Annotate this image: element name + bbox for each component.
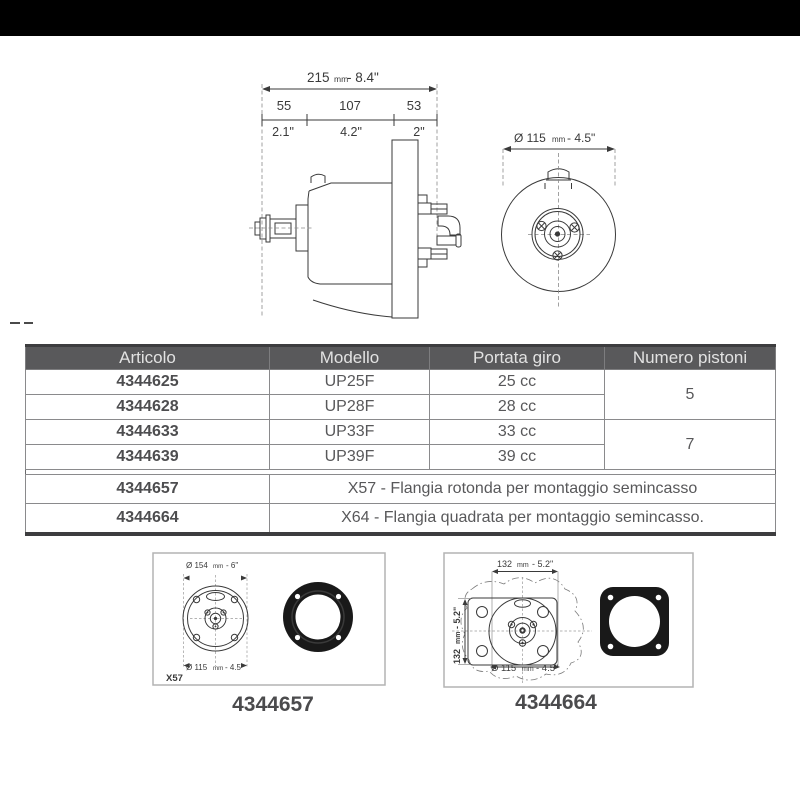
pump-body-outline: [308, 191, 392, 284]
square-width-mm: 132: [497, 559, 513, 569]
front-hub: [532, 209, 583, 260]
segment-2in-label: 2": [413, 125, 425, 139]
shaft-washer: [266, 215, 270, 242]
header-portata-giro: Portata giro: [430, 346, 605, 370]
cell-articolo: 4344664: [26, 504, 270, 535]
table-header-row: [26, 346, 776, 370]
round-outer-unit: mm: [213, 563, 224, 570]
square-inner-inch: - 4.5": [536, 663, 559, 674]
hydraulic-fittings: [418, 195, 461, 267]
pump-body-top: [309, 183, 392, 191]
cell-portata: 33 cc: [430, 420, 605, 445]
cell-articolo: 4344639: [26, 445, 270, 470]
helm-pump-front-view: [502, 131, 616, 308]
round-flange-caption: 4344657: [232, 693, 314, 716]
segment-107-label: 107: [339, 98, 361, 113]
square-flange-photo: [600, 587, 669, 656]
table-row-accessory: [26, 504, 776, 535]
round-outer-inch: - 6": [226, 561, 239, 570]
square-height-unit: mm: [455, 631, 462, 644]
cell-articolo: 4344657: [26, 475, 270, 504]
header-articolo: Articolo: [26, 346, 270, 370]
shaft-nut-2: [260, 218, 266, 239]
square-inner-mm: Ø 115: [491, 663, 517, 674]
flange-diagrams: [0, 540, 800, 730]
square-flange-box: [444, 553, 693, 714]
segment-53-label: 53: [406, 98, 422, 113]
table-row-accessory: [26, 475, 776, 504]
body-bottom-curve: [313, 300, 392, 317]
overall-inch-label: - 8.4": [347, 70, 379, 85]
top-technical-drawing: [0, 0, 800, 340]
pump-body-cap: [311, 174, 325, 183]
mounting-plate: [392, 140, 418, 318]
overall-unit-label: mm: [334, 74, 349, 84]
cell-articolo: 4344633: [26, 420, 270, 445]
round-inner-inch: - 4.5": [225, 663, 244, 672]
cell-pistoni-7: 7: [605, 420, 776, 470]
cell-modello: UP39F: [270, 445, 430, 470]
cell-pistoni-5: 5: [605, 370, 776, 420]
table-row: [26, 420, 776, 445]
cell-portata: 25 cc: [430, 370, 605, 395]
round-inner-mm: Ø 115: [186, 663, 208, 672]
cell-descrizione: X57 - Flangia rotonda per montaggio semincasso: [270, 475, 776, 504]
helm-pump-side-view: [249, 140, 461, 318]
round-flange-model: X57: [166, 673, 183, 684]
elbow-fitting: [438, 216, 460, 235]
round-outer-mm: Ø 154: [186, 561, 208, 570]
product-table: [25, 344, 776, 536]
shaft: [270, 219, 296, 238]
overall-mm-label: 215: [307, 70, 330, 85]
round-inner-unit: mm: [213, 665, 224, 672]
cell-modello: UP25F: [270, 370, 430, 395]
round-flange-photo: [283, 582, 353, 652]
cell-modello: UP28F: [270, 395, 430, 420]
cell-modello: UP33F: [270, 420, 430, 445]
front-diameter-mm: Ø 115: [514, 131, 546, 145]
square-height-inch: - 5.2": [452, 606, 462, 629]
front-diameter-unit: mm: [552, 135, 566, 144]
side-view-dimensions: [262, 70, 437, 318]
square-flange-caption: 4344664: [515, 691, 597, 714]
cell-portata: 28 cc: [430, 395, 605, 420]
square-inner-unit: mm: [522, 666, 534, 673]
segment-55-label: 55: [276, 98, 292, 113]
shaft-nut-1: [255, 222, 260, 235]
square-height-mm: 132: [452, 648, 462, 664]
cell-articolo: 4344628: [26, 395, 270, 420]
segment-21in-label: 2.1": [272, 125, 294, 139]
square-width-inch: - 5.2": [532, 559, 554, 569]
cell-portata: 39 cc: [430, 445, 605, 470]
shaft-keyway: [275, 223, 291, 234]
cell-descrizione: X64 - Flangia quadrata per montaggio semincasso.: [270, 504, 776, 535]
header-numero-pistoni: Numero pistoni: [605, 346, 776, 370]
table-row: [26, 370, 776, 395]
cell-articolo: 4344625: [26, 370, 270, 395]
header-modello: Modello: [270, 346, 430, 370]
round-flange-box: [153, 553, 385, 716]
square-width-unit: mm: [517, 562, 529, 569]
front-diameter-inch: - 4.5": [567, 131, 596, 145]
segment-42in-label: 4.2": [340, 125, 362, 139]
